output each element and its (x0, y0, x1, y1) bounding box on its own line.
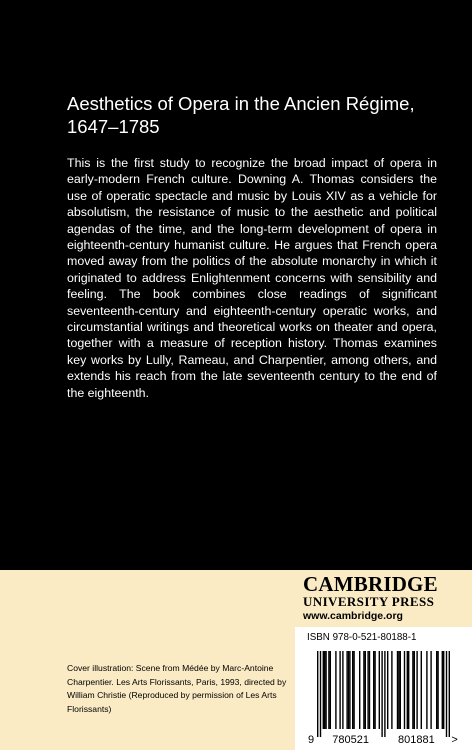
barcode-bar (363, 651, 364, 729)
barcode-bar (324, 651, 325, 729)
barcode-bar (374, 651, 375, 729)
barcode-bar (408, 651, 409, 729)
barcode-bar (348, 651, 349, 729)
barcode-bar (443, 651, 444, 729)
publisher-logo (303, 573, 463, 623)
barcode-bar (365, 651, 366, 729)
publisher-url: www.cambridge.org (303, 610, 403, 622)
book-title: Aesthetics of Opera in the Ancien Régime, 1647–1785 (67, 93, 415, 137)
barcode-bar (349, 651, 350, 729)
barcode-bar (369, 651, 370, 729)
publisher-subtitle: UNIVERSITY PRESS (303, 594, 435, 609)
barcode-bar (328, 651, 329, 729)
barcode-bar (391, 651, 392, 729)
barcode-bar (426, 651, 427, 729)
barcode-digits-right: 801881 (398, 734, 435, 746)
barcode-bar (373, 651, 374, 729)
barcode-guard-bar (446, 651, 447, 737)
barcode-bar (437, 651, 438, 729)
barcode-digits-left: 780521 (332, 734, 369, 746)
barcode-bar (323, 651, 324, 729)
cover-illustration-credit: Cover illustration: Scene from Médée by Marc-Antoine Charpentier. Les Arts Florissants, Paris, 1993, directed by William Christie (Reproduced by permission of Les Arts Florissants) (67, 663, 287, 714)
barcode-bar (342, 651, 343, 729)
barcode-bar (359, 651, 360, 729)
barcode-bar (379, 651, 380, 729)
barcode-bar (346, 651, 347, 729)
book-description: This is the first study to recognize the broad impact of opera in early-modern French culture. Downing A. Thomas considers the use of operatic spectacle and music by Louis XIV as a vehicle for absolutism, the resistance of music to the aesthetic and political agendas of the time, and the long-term development of opera in eighteenth-century humanist culture. He argues that French opera moved away from the politics of the absolute monarchy in which it originated to address Enlightenment concerns with sensibility and feeling. The book combines close readings of significant seventeenth-century and eighteenth-century operatic works, and circumstantial writings and theoretical works on theater and opera, together with a measure of reception history. Thomas examines key works by Lully, Rameau, and Charpentier, among others, and extends his reach from the late seventeenth century to the end of the eighteenth. (67, 156, 437, 400)
barcode-bar (430, 651, 431, 729)
barcode-bar (325, 651, 326, 729)
barcode-bar (404, 651, 405, 729)
barcode-guard-bar (449, 651, 450, 737)
barcode-bar (387, 651, 388, 729)
barcode-bar (397, 651, 398, 729)
barcode-bar (335, 651, 336, 729)
barcode-quiet-zone-mark: > (451, 734, 458, 746)
barcode-bar (416, 651, 417, 729)
isbn-barcode (305, 649, 465, 747)
publisher-name: CAMBRIDGE (303, 572, 438, 596)
barcode-guard-bar (320, 651, 321, 737)
barcode-bar (398, 651, 399, 729)
barcode-digit-lead: 9 (308, 734, 315, 746)
barcode-bar (367, 651, 368, 729)
barcode-bar (412, 651, 413, 729)
barcode-guard-bar (384, 651, 385, 737)
barcode-guard-bar (381, 651, 382, 737)
barcode-bar (414, 651, 415, 729)
barcode-bar (353, 651, 354, 729)
barcode-bar (442, 651, 443, 729)
barcode-bar (352, 651, 353, 729)
barcode-bar (400, 651, 401, 729)
barcode-bar (407, 651, 408, 729)
barcode-label (295, 627, 472, 750)
barcode-bar (421, 651, 422, 729)
barcode-bar (436, 651, 437, 729)
barcode-bar (339, 651, 340, 729)
isbn-text: ISBN 978-0-521-80188-1 (307, 632, 417, 643)
barcode-bar (330, 651, 331, 729)
barcode-guard-bar (317, 651, 318, 737)
cover-bottom-panel (0, 570, 472, 750)
